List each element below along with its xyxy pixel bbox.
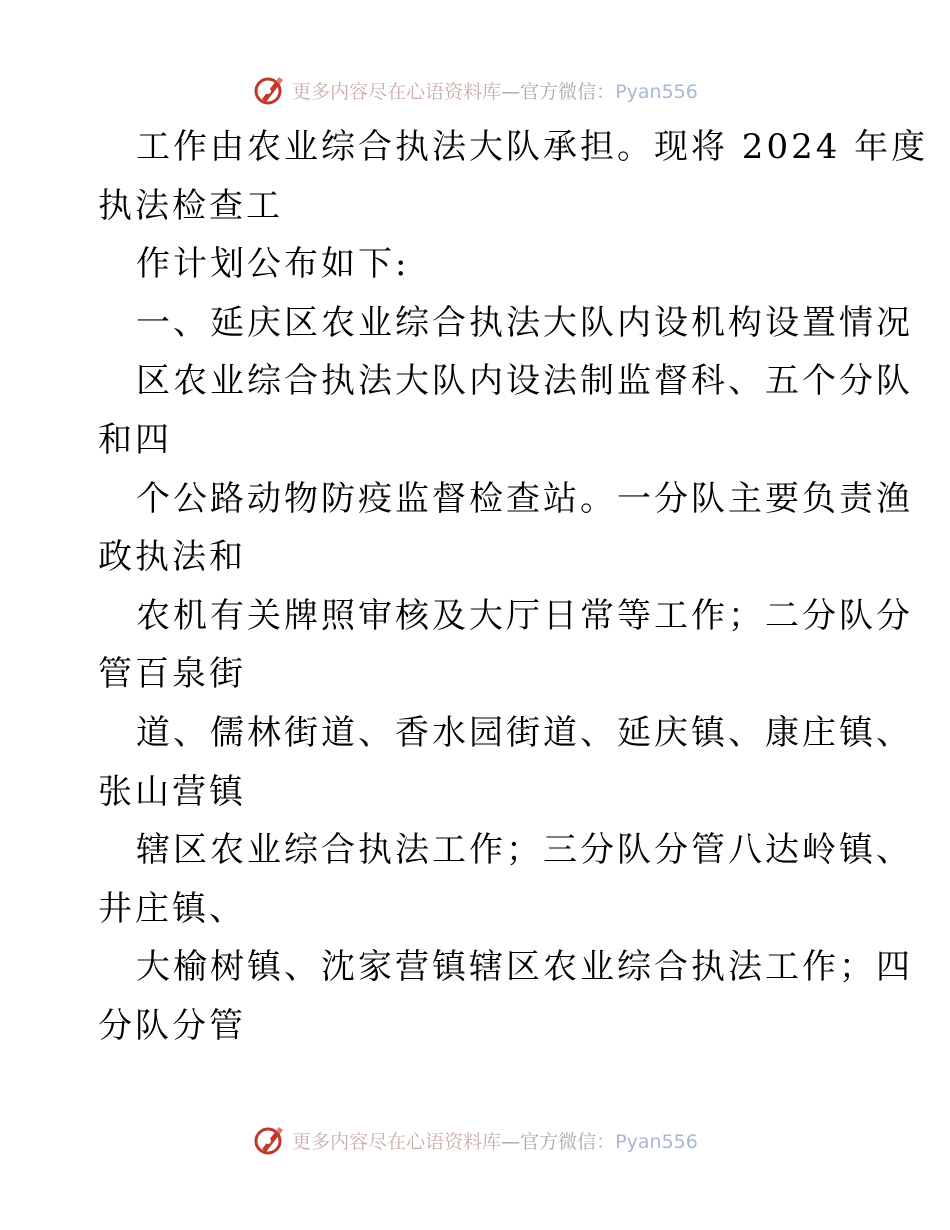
body-text-line: 个公路动物防疫监督检查站。一分队主要负责渔: [136, 478, 913, 519]
pen-in-circle-logo-icon: [252, 1123, 286, 1157]
watermark-dash: —: [501, 80, 521, 103]
body-text-line: 分队分管: [98, 1005, 246, 1046]
watermark-main-text: 更多内容尽在心语资料库: [292, 1130, 502, 1153]
document-body: [98, 118, 929, 1056]
watermark-text: [292, 1127, 698, 1154]
body-text-line: 道、儒林街道、香水园街道、延庆镇、康庄镇、: [136, 712, 913, 753]
watermark-text: [292, 77, 698, 104]
body-text-line: 执法检查工: [98, 185, 283, 226]
pen-in-circle-logo-icon: [252, 73, 286, 107]
body-text-line: 井庄镇、: [98, 888, 246, 929]
body-text-line: 管百泉街: [98, 654, 246, 695]
body-text-line: 大榆树镇、沈家营镇辖区农业综合执法工作；四: [136, 947, 913, 988]
header-watermark: [0, 70, 950, 110]
body-text-line: 和四: [98, 419, 172, 460]
footer-watermark: [0, 1120, 950, 1160]
body-text-line: 区农业综合执法大队内设法制监督科、五个分队: [136, 361, 913, 402]
body-text-line: 作计划公布如下:: [136, 244, 410, 285]
watermark-official-label: 官方微信：: [520, 1130, 616, 1153]
body-text-line: 辖区农业综合执法工作；三分队分管八达岭镇、: [136, 830, 913, 871]
watermark-dash: —: [501, 1130, 521, 1153]
body-text-line: 农机有关牌照审核及大厅日常等工作；二分队分: [136, 595, 913, 636]
body-text-line: 工作由农业综合执法大队承担。现将 2024 年度: [136, 127, 929, 167]
body-text-line: 一、延庆区农业综合执法大队内设机构设置情况: [136, 302, 913, 343]
body-text-line: 政执法和: [98, 537, 246, 578]
watermark-official-label: 官方微信：: [520, 80, 616, 103]
watermark-account: Pyan556: [615, 1130, 698, 1153]
watermark-main-text: 更多内容尽在心语资料库: [292, 80, 502, 103]
watermark-account: Pyan556: [615, 80, 698, 103]
body-text-line: 张山营镇: [98, 771, 246, 812]
